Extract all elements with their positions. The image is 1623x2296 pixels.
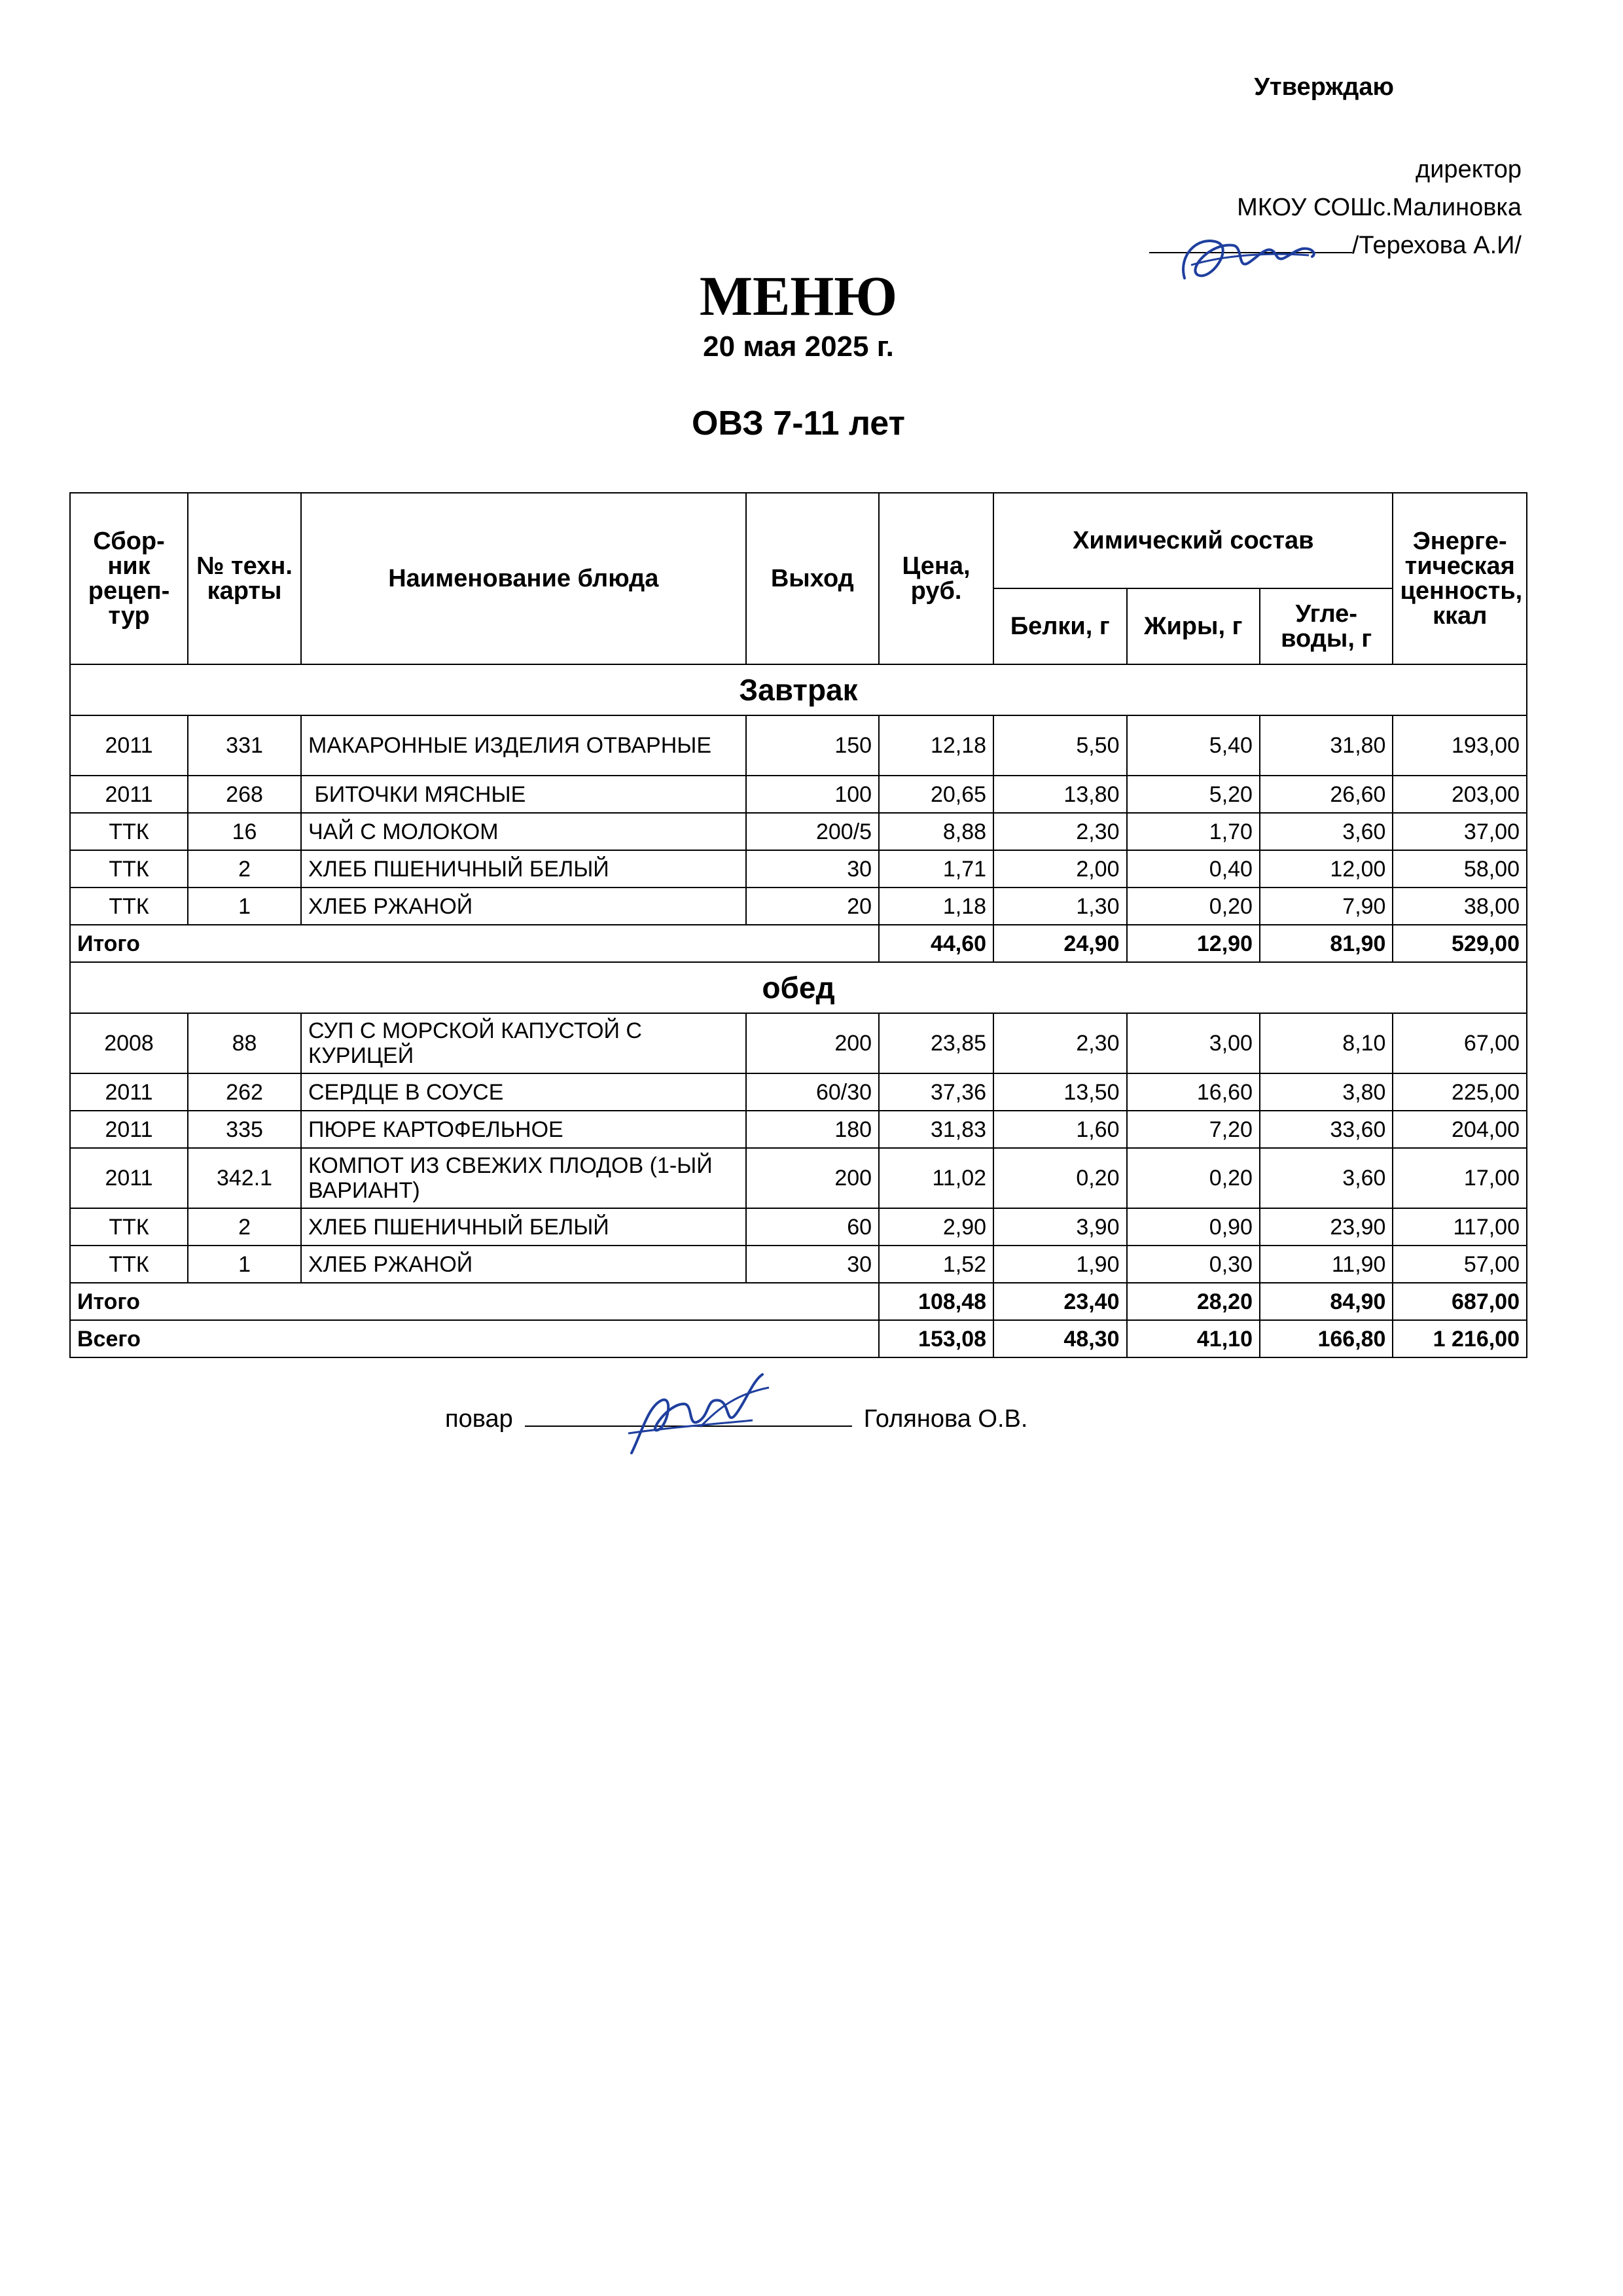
- grand-total-carbs: 166,80: [1260, 1320, 1393, 1357]
- cell-price: 8,88: [879, 813, 993, 850]
- table-row: [70, 813, 1527, 850]
- cell-card: 16: [188, 813, 301, 850]
- total-carbs: 81,90: [1260, 925, 1393, 962]
- cell-carbs: 3,80: [1260, 1073, 1393, 1111]
- total-carbs: 84,90: [1260, 1283, 1393, 1320]
- cell-protein: 13,50: [993, 1073, 1126, 1111]
- cell-dish: ХЛЕБ РЖАНОЙ: [301, 888, 746, 925]
- cell-price: 1,71: [879, 850, 993, 888]
- cell-dish: БИТОЧКИ МЯСНЫЕ: [301, 776, 746, 813]
- cell-protein: 13,80: [993, 776, 1126, 813]
- grand-total-protein: 48,30: [993, 1320, 1126, 1357]
- col-carbs: Угле-воды, г: [1260, 588, 1393, 664]
- cell-protein: 3,90: [993, 1208, 1126, 1246]
- cell-card: 262: [188, 1073, 301, 1111]
- cell-fat: 5,20: [1127, 776, 1260, 813]
- cell-carbs: 26,60: [1260, 776, 1393, 813]
- cell-yield: 200: [746, 1013, 879, 1073]
- table-row: [70, 1073, 1527, 1111]
- page-title: МЕНЮ: [699, 264, 898, 327]
- cell-energy: 225,00: [1393, 1073, 1527, 1111]
- table-row: [70, 1013, 1527, 1073]
- section-title-lunch: обед: [70, 962, 1527, 1013]
- table-row: [70, 1111, 1527, 1148]
- total-protein: 24,90: [993, 925, 1126, 962]
- total-label: Итого: [70, 1283, 879, 1320]
- cell-collection: 2011: [70, 1073, 188, 1111]
- cell-collection: 2011: [70, 1148, 188, 1208]
- col-protein: Белки, г: [993, 588, 1126, 664]
- cell-price: 20,65: [879, 776, 993, 813]
- col-price: Цена, руб.: [879, 493, 993, 664]
- cell-card: 1: [188, 1246, 301, 1283]
- cell-protein: 0,20: [993, 1148, 1126, 1208]
- cell-card: 2: [188, 1208, 301, 1246]
- cell-carbs: 12,00: [1260, 850, 1393, 888]
- cell-price: 1,52: [879, 1246, 993, 1283]
- total-energy: 529,00: [1393, 925, 1527, 962]
- cell-carbs: 3,60: [1260, 813, 1393, 850]
- cell-yield: 180: [746, 1111, 879, 1148]
- grand-total-fat: 41,10: [1127, 1320, 1260, 1357]
- cell-energy: 193,00: [1393, 715, 1527, 776]
- cell-fat: 16,60: [1127, 1073, 1260, 1111]
- cell-yield: 150: [746, 715, 879, 776]
- cell-card: 335: [188, 1111, 301, 1148]
- cell-dish: ХЛЕБ ПШЕНИЧНЫЙ БЕЛЫЙ: [301, 850, 746, 888]
- cell-price: 2,90: [879, 1208, 993, 1246]
- cell-card: 2: [188, 850, 301, 888]
- table-row: [70, 1148, 1527, 1208]
- cell-price: 31,83: [879, 1111, 993, 1148]
- cell-dish: ПЮРЕ КАРТОФЕЛЬНОЕ: [301, 1111, 746, 1148]
- cell-collection: ТТК: [70, 850, 188, 888]
- grand-total-price: 153,08: [879, 1320, 993, 1357]
- cell-price: 37,36: [879, 1073, 993, 1111]
- cell-fat: 0,40: [1127, 850, 1260, 888]
- col-energy: Энерге-тическая ценность, ккал: [1393, 493, 1527, 664]
- cell-collection: 2008: [70, 1013, 188, 1073]
- table-row: [70, 888, 1527, 925]
- cell-carbs: 7,90: [1260, 888, 1393, 925]
- cell-dish: КОМПОТ ИЗ СВЕЖИХ ПЛОДОВ (1-ЫЙ ВАРИАНТ): [301, 1148, 746, 1208]
- cell-yield: 100: [746, 776, 879, 813]
- cell-protein: 1,90: [993, 1246, 1126, 1283]
- cell-yield: 20: [746, 888, 879, 925]
- table-row: [70, 715, 1527, 776]
- cell-yield: 30: [746, 1246, 879, 1283]
- total-price: 108,48: [879, 1283, 993, 1320]
- cell-yield: 200/5: [746, 813, 879, 850]
- cell-yield: 200: [746, 1148, 879, 1208]
- cell-collection: ТТК: [70, 888, 188, 925]
- cell-energy: 204,00: [1393, 1111, 1527, 1148]
- cell-card: 1: [188, 888, 301, 925]
- cell-protein: 1,60: [993, 1111, 1126, 1148]
- total-fat: 12,90: [1127, 925, 1260, 962]
- cell-carbs: 33,60: [1260, 1111, 1393, 1148]
- cell-fat: 0,30: [1127, 1246, 1260, 1283]
- cook-signature: [622, 1368, 779, 1466]
- cell-price: 11,02: [879, 1148, 993, 1208]
- grand-total-energy: 1 216,00: [1393, 1320, 1527, 1357]
- cell-dish: СУП С МОРСКОЙ КАПУСТОЙ С КУРИЦЕЙ: [301, 1013, 746, 1073]
- cell-energy: 57,00: [1393, 1246, 1527, 1283]
- cell-yield: 30: [746, 850, 879, 888]
- cell-card: 268: [188, 776, 301, 813]
- cell-collection: 2011: [70, 1111, 188, 1148]
- cell-protein: 2,00: [993, 850, 1126, 888]
- grand-total-row: [70, 1320, 1527, 1357]
- cell-energy: 203,00: [1393, 776, 1527, 813]
- section-title-breakfast: Завтрак: [70, 664, 1527, 715]
- col-fat: Жиры, г: [1127, 588, 1260, 664]
- cell-dish: ХЛЕБ РЖАНОЙ: [301, 1246, 746, 1283]
- cell-protein: 2,30: [993, 1013, 1126, 1073]
- cell-yield: 60: [746, 1208, 879, 1246]
- cell-energy: 38,00: [1393, 888, 1527, 925]
- total-row-lunch: [70, 1283, 1527, 1320]
- cell-fat: 1,70: [1127, 813, 1260, 850]
- total-row-breakfast: [70, 925, 1527, 962]
- organization-name: МКОУ СОШс.Малиновка: [1237, 194, 1522, 221]
- cell-collection: ТТК: [70, 1246, 188, 1283]
- age-group: ОВЗ 7-11 лет: [691, 404, 906, 442]
- cook-role: повар: [445, 1405, 513, 1433]
- total-fat: 28,20: [1127, 1283, 1260, 1320]
- cell-card: 331: [188, 715, 301, 776]
- cell-collection: 2011: [70, 776, 188, 813]
- cell-collection: ТТК: [70, 1208, 188, 1246]
- cell-price: 12,18: [879, 715, 993, 776]
- col-collection: Сбор-ник рецеп-тур: [70, 493, 188, 664]
- table-row: [70, 776, 1527, 813]
- cell-protein: 2,30: [993, 813, 1126, 850]
- total-label: Итого: [70, 925, 879, 962]
- cell-carbs: 31,80: [1260, 715, 1393, 776]
- cell-carbs: 23,90: [1260, 1208, 1393, 1246]
- table-row: [70, 1246, 1527, 1283]
- cell-energy: 67,00: [1393, 1013, 1527, 1073]
- total-energy: 687,00: [1393, 1283, 1527, 1320]
- cell-dish: СЕРДЦЕ В СОУСЕ: [301, 1073, 746, 1111]
- menu-table: [69, 492, 1527, 1358]
- table-row: [70, 850, 1527, 888]
- col-dish: Наименование блюда: [301, 493, 746, 664]
- cook-name: Голянова О.В.: [863, 1405, 1028, 1433]
- table-row: [70, 1208, 1527, 1246]
- grand-total-label: Всего: [70, 1320, 879, 1357]
- col-card: № техн. карты: [188, 493, 301, 664]
- total-protein: 23,40: [993, 1283, 1126, 1320]
- cell-card: 342.1: [188, 1148, 301, 1208]
- col-yield: Выход: [746, 493, 879, 664]
- cell-fat: 0,20: [1127, 1148, 1260, 1208]
- cell-yield: 60/30: [746, 1073, 879, 1111]
- cell-energy: 17,00: [1393, 1148, 1527, 1208]
- cell-price: 23,85: [879, 1013, 993, 1073]
- cell-dish: МАКАРОННЫЕ ИЗДЕЛИЯ ОТВАРНЫЕ: [301, 715, 746, 776]
- menu-date: 20 мая 2025 г.: [703, 331, 894, 363]
- total-price: 44,60: [879, 925, 993, 962]
- cell-collection: 2011: [70, 715, 188, 776]
- cell-dish: ХЛЕБ ПШЕНИЧНЫЙ БЕЛЫЙ: [301, 1208, 746, 1246]
- cell-collection: ТТК: [70, 813, 188, 850]
- cell-fat: 5,40: [1127, 715, 1260, 776]
- cell-fat: 0,20: [1127, 888, 1260, 925]
- cell-carbs: 11,90: [1260, 1246, 1393, 1283]
- cell-energy: 37,00: [1393, 813, 1527, 850]
- cell-carbs: 3,60: [1260, 1148, 1393, 1208]
- cell-energy: 117,00: [1393, 1208, 1527, 1246]
- cell-fat: 3,00: [1127, 1013, 1260, 1073]
- director-name: /Терехова А.И/: [1351, 232, 1522, 259]
- director-position: директор: [1416, 156, 1522, 183]
- col-chem: Химический состав: [993, 493, 1393, 588]
- cell-card: 88: [188, 1013, 301, 1073]
- cell-protein: 5,50: [993, 715, 1126, 776]
- approve-label: Утверждаю: [1254, 73, 1394, 101]
- cell-fat: 7,20: [1127, 1111, 1260, 1148]
- cell-fat: 0,90: [1127, 1208, 1260, 1246]
- cell-carbs: 8,10: [1260, 1013, 1393, 1073]
- cell-energy: 58,00: [1393, 850, 1527, 888]
- cell-price: 1,18: [879, 888, 993, 925]
- cell-dish: ЧАЙ С МОЛОКОМ: [301, 813, 746, 850]
- cell-protein: 1,30: [993, 888, 1126, 925]
